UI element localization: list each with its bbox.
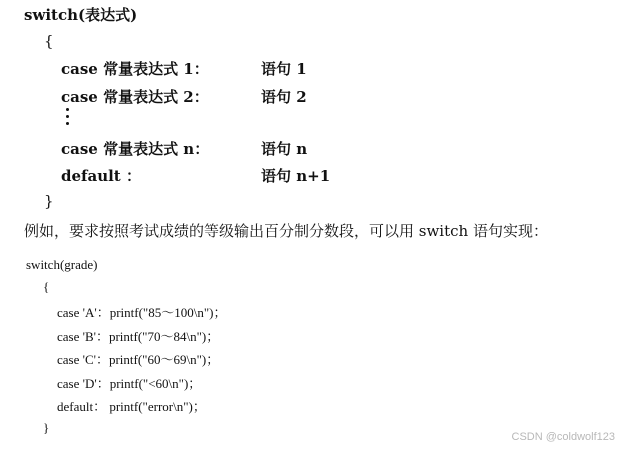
default-statement: 语句 n+1 (261, 167, 331, 185)
code-line: case 'C'：printf("60～69\n")； (57, 352, 220, 367)
example-header: switch(grade) (26, 257, 98, 272)
vertical-ellipsis-icon (65, 108, 71, 128)
default-label: default ： (61, 167, 141, 185)
case-n-label: case 常量表达式 n： (61, 140, 210, 158)
prose-paragraph: 例如，要求按照考试成绩的等级输出百分制分数段，可以用 switch 语句实现： (24, 222, 548, 240)
watermark: CSDN @coldwolf123 (511, 431, 615, 443)
code-line: default： printf("error\n")； (57, 399, 206, 414)
syntax-header: switch(表达式) (24, 6, 138, 24)
example-open-brace: { (43, 279, 50, 294)
example-close-brace: } (43, 420, 50, 435)
code-line: case 'D'：printf("<60\n")； (57, 376, 202, 391)
code-line: case 'B'：printf("70～84\n")； (57, 329, 220, 344)
syntax-open-brace: { (44, 32, 54, 50)
case-2-statement: 语句 2 (261, 88, 307, 106)
case-n-statement: 语句 n (261, 140, 308, 158)
case-1-label: case 常量表达式 1： (61, 60, 209, 78)
case-1-statement: 语句 1 (261, 60, 307, 78)
syntax-close-brace: } (44, 192, 54, 210)
code-line: case 'A'：printf("85～100\n")； (57, 305, 227, 320)
case-2-label: case 常量表达式 2： (61, 88, 209, 106)
